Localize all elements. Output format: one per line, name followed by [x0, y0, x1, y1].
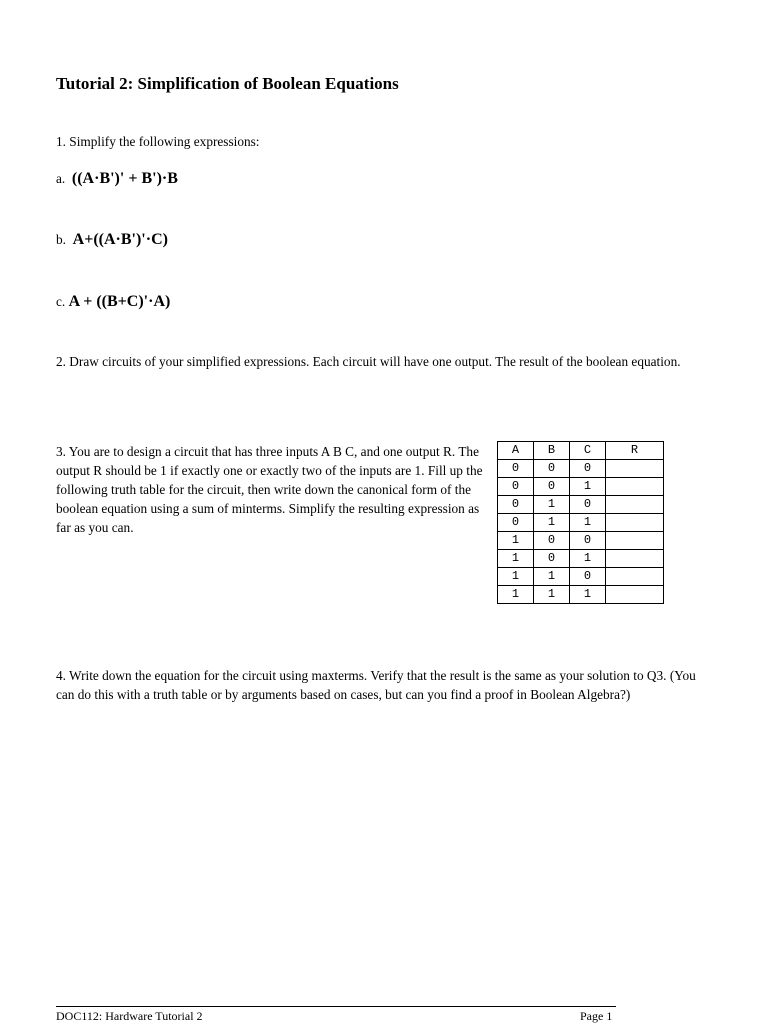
truth-table-header-row — [498, 442, 664, 460]
truth-table-row — [498, 460, 664, 478]
truth-table-cell: 1 — [534, 496, 570, 514]
expression-b-label: b. — [56, 232, 66, 247]
truth-table-cell: 1 — [534, 568, 570, 586]
page-title: Tutorial 2: Simplification of Boolean Equations — [56, 74, 399, 93]
truth-table-row — [498, 586, 664, 604]
truth-table — [497, 441, 664, 604]
footer-document-id: DOC112: Hardware Tutorial 2 — [56, 1009, 203, 1023]
truth-table-cell: 0 — [534, 550, 570, 568]
footer-page-number: Page 1 — [580, 1009, 613, 1023]
expression-c-equation: A + ((B+C)'·A) — [68, 293, 171, 310]
expression-a — [56, 170, 178, 188]
truth-table-result-cell — [606, 568, 664, 586]
truth-table-cell: 1 — [570, 478, 606, 496]
expression-c-label: c. — [56, 294, 66, 309]
truth-table-cell: 0 — [534, 532, 570, 550]
expression-a-equation: ((A·B')' + B')·B — [71, 170, 178, 187]
truth-table-result-cell — [606, 586, 664, 604]
truth-table-cell: 0 — [498, 460, 534, 478]
expression-b — [56, 231, 168, 249]
truth-table-cell: 1 — [534, 514, 570, 532]
truth-table-cell: 0 — [570, 532, 606, 550]
question-3: 3. You are to design a circuit that has three inputs A B C, and one output R. The output R should be 1 if exactly one or exactly two of the inputs are 1. Fill up the following truth table for the circuit, then write down the canonical form of the boolean equation using a sum of minterms. Simplify the resulting expression as far as you can. — [56, 444, 483, 535]
truth-table-result-cell — [606, 460, 664, 478]
truth-table-header-c: C — [570, 442, 606, 460]
truth-table-cell: 1 — [570, 550, 606, 568]
truth-table-row — [498, 496, 664, 514]
truth-table-cell: 1 — [570, 514, 606, 532]
truth-table-cell: 0 — [570, 496, 606, 514]
footer-divider — [56, 1006, 616, 1007]
truth-table-row — [498, 478, 664, 496]
truth-table-cell: 0 — [534, 460, 570, 478]
expression-a-label: a. — [56, 171, 66, 186]
truth-table-header-r: R — [606, 442, 664, 460]
truth-table-cell: 1 — [570, 586, 606, 604]
truth-table-cell: 1 — [498, 586, 534, 604]
truth-table-cell: 1 — [498, 532, 534, 550]
truth-table-row — [498, 550, 664, 568]
question-1-intro: 1. Simplify the following expressions: — [56, 134, 260, 149]
expression-c — [56, 293, 170, 311]
truth-table-result-cell — [606, 550, 664, 568]
truth-table-result-cell — [606, 532, 664, 550]
truth-table-result-cell — [606, 514, 664, 532]
truth-table-cell: 0 — [570, 568, 606, 586]
truth-table-cell: 0 — [570, 460, 606, 478]
truth-table-result-cell — [606, 478, 664, 496]
truth-table-row — [498, 514, 664, 532]
truth-table-cell: 0 — [498, 514, 534, 532]
truth-table-cell: 1 — [498, 550, 534, 568]
truth-table-cell: 1 — [498, 568, 534, 586]
truth-table-cell: 1 — [534, 586, 570, 604]
truth-table-header-b: B — [534, 442, 570, 460]
truth-table-row — [498, 532, 664, 550]
truth-table-cell: 0 — [498, 478, 534, 496]
truth-table-header-a: A — [498, 442, 534, 460]
question-2: 2. Draw circuits of your simplified expressions. Each circuit will have one output. The result of the boolean equation. — [56, 354, 681, 369]
question-4: 4. Write down the equation for the circuit using maxterms. Verify that the result is the same as your solution to Q3. (You can do this with a truth table or by arguments based on cases, but can you find a proof in Boolean Algebra?) — [56, 668, 696, 702]
truth-table-cell: 0 — [498, 496, 534, 514]
truth-table-cell: 0 — [534, 478, 570, 496]
truth-table-row — [498, 568, 664, 586]
expression-b-equation: A+((A·B')'·C) — [72, 231, 168, 248]
truth-table-result-cell — [606, 496, 664, 514]
